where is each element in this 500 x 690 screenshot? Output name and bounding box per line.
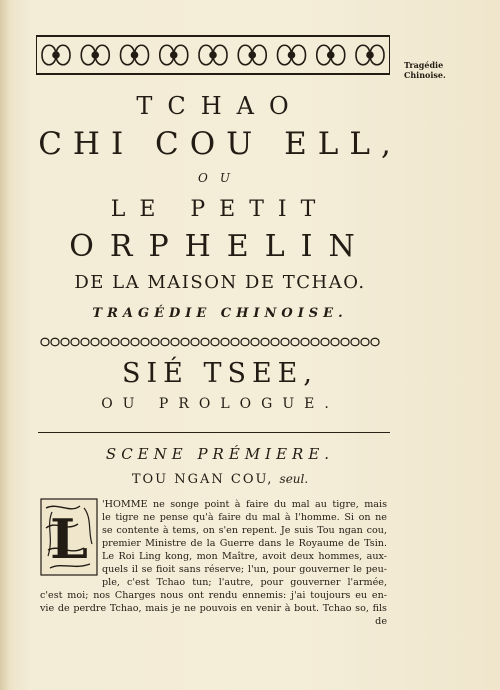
divider-motif xyxy=(41,338,49,346)
divider-motif xyxy=(221,338,229,346)
divider-motif xyxy=(311,338,319,346)
divider-motif xyxy=(211,338,219,346)
text-line: quels il se fioit sans réserve; l'un, pour gouverner le peu- xyxy=(102,564,387,575)
title-line-2: CHI COU ELL, xyxy=(38,126,402,162)
text-line: ple, c'est Tchao tun; l'autre, pour gouverner l'armée, xyxy=(102,577,387,588)
divider-motif xyxy=(341,338,349,346)
title-line-7: TRAGÉDIE CHINOISE. xyxy=(92,306,348,321)
text-line: 'HOMME ne songe point à faire du mal au tigre, mais xyxy=(102,499,387,510)
divider-motif xyxy=(361,338,369,346)
divider-motif xyxy=(161,338,169,346)
prologue-subtitle: OU PROLOGUE. xyxy=(101,396,339,412)
divider-motif xyxy=(71,338,79,346)
headband-fleuron xyxy=(53,52,59,58)
divider-motif xyxy=(231,338,239,346)
divider-motif xyxy=(131,338,139,346)
headband-fleuron xyxy=(367,52,373,58)
text-line: premier Ministre de la Guerre dans le Royaume de Tsin. xyxy=(102,538,387,549)
text-line: vie de perdre Tchao, mais je ne pouvois en venir à bout. Tchao so, fils xyxy=(40,603,387,614)
headband-fleuron xyxy=(210,52,216,58)
prologue-title: SIÉ TSEE, xyxy=(122,358,318,389)
running-marginal-title xyxy=(404,60,476,80)
text-line: se contente à tems, on s'en repent. Je suis Tou ngan cou, xyxy=(102,525,387,536)
headband-fleuron xyxy=(132,52,138,58)
headband-fleuron xyxy=(328,52,334,58)
divider-motif xyxy=(191,338,199,346)
divider-motif xyxy=(171,338,179,346)
headband-fleuron xyxy=(171,52,177,58)
divider-motif xyxy=(121,338,129,346)
ornamental-headband xyxy=(36,34,390,76)
headband-fleuron xyxy=(92,52,98,58)
divider-motif xyxy=(271,338,279,346)
text-line: Le Roi Ling kong, mon Maître, avoit deux hommes, aux- xyxy=(102,551,387,562)
divider-motif xyxy=(261,338,269,346)
divider-motif xyxy=(301,338,309,346)
text-line: le tigre ne pense qu'à faire du mal à l'homme. Si on ne xyxy=(102,512,387,523)
divider-motif xyxy=(101,338,109,346)
speaker-line xyxy=(20,472,420,487)
divider-motif xyxy=(111,338,119,346)
divider-motif xyxy=(151,338,159,346)
title-line-4: LE PETIT xyxy=(110,197,330,222)
ornamental-divider xyxy=(40,336,380,348)
scene-heading: SCENE PRÉMIERE. xyxy=(105,445,335,463)
divider-motif xyxy=(241,338,249,346)
title-line-3: OU xyxy=(198,171,242,185)
divider-motif xyxy=(281,338,289,346)
divider-motif xyxy=(371,338,379,346)
headband-fleuron xyxy=(249,52,255,58)
text-line: de xyxy=(375,616,387,627)
divider-motif xyxy=(61,338,69,346)
svg-text:L: L xyxy=(50,507,88,571)
divider-motif xyxy=(81,338,89,346)
divider-motif xyxy=(351,338,359,346)
divider-motif xyxy=(141,338,149,346)
divider-motif xyxy=(321,338,329,346)
marginal-line-1: Tragédie xyxy=(404,60,444,70)
divider-motif xyxy=(51,338,59,346)
speaker-name: TOU NGAN COU, xyxy=(131,472,274,487)
divider-motif xyxy=(291,338,299,346)
divider-motif xyxy=(181,338,189,346)
title-line-6: DE LA MAISON DE TCHAO. xyxy=(74,272,366,293)
body-text xyxy=(40,498,387,628)
horizontal-rule xyxy=(38,432,390,433)
headband-fleuron xyxy=(289,52,295,58)
divider-motif xyxy=(251,338,259,346)
divider-motif xyxy=(331,338,339,346)
page-gutter-shadow xyxy=(0,0,10,690)
divider-motif xyxy=(201,338,209,346)
speaker-note: seul. xyxy=(279,472,309,486)
marginal-line-2: Chinoise. xyxy=(404,70,446,80)
title-line-5: ORPHELIN xyxy=(69,229,371,264)
title-line-1: TCHAO xyxy=(136,92,304,120)
text-line: c'est moi; nos Charges nous ont rendu ennemis: j'ai toujours eu en- xyxy=(40,590,387,601)
divider-motif xyxy=(91,338,99,346)
